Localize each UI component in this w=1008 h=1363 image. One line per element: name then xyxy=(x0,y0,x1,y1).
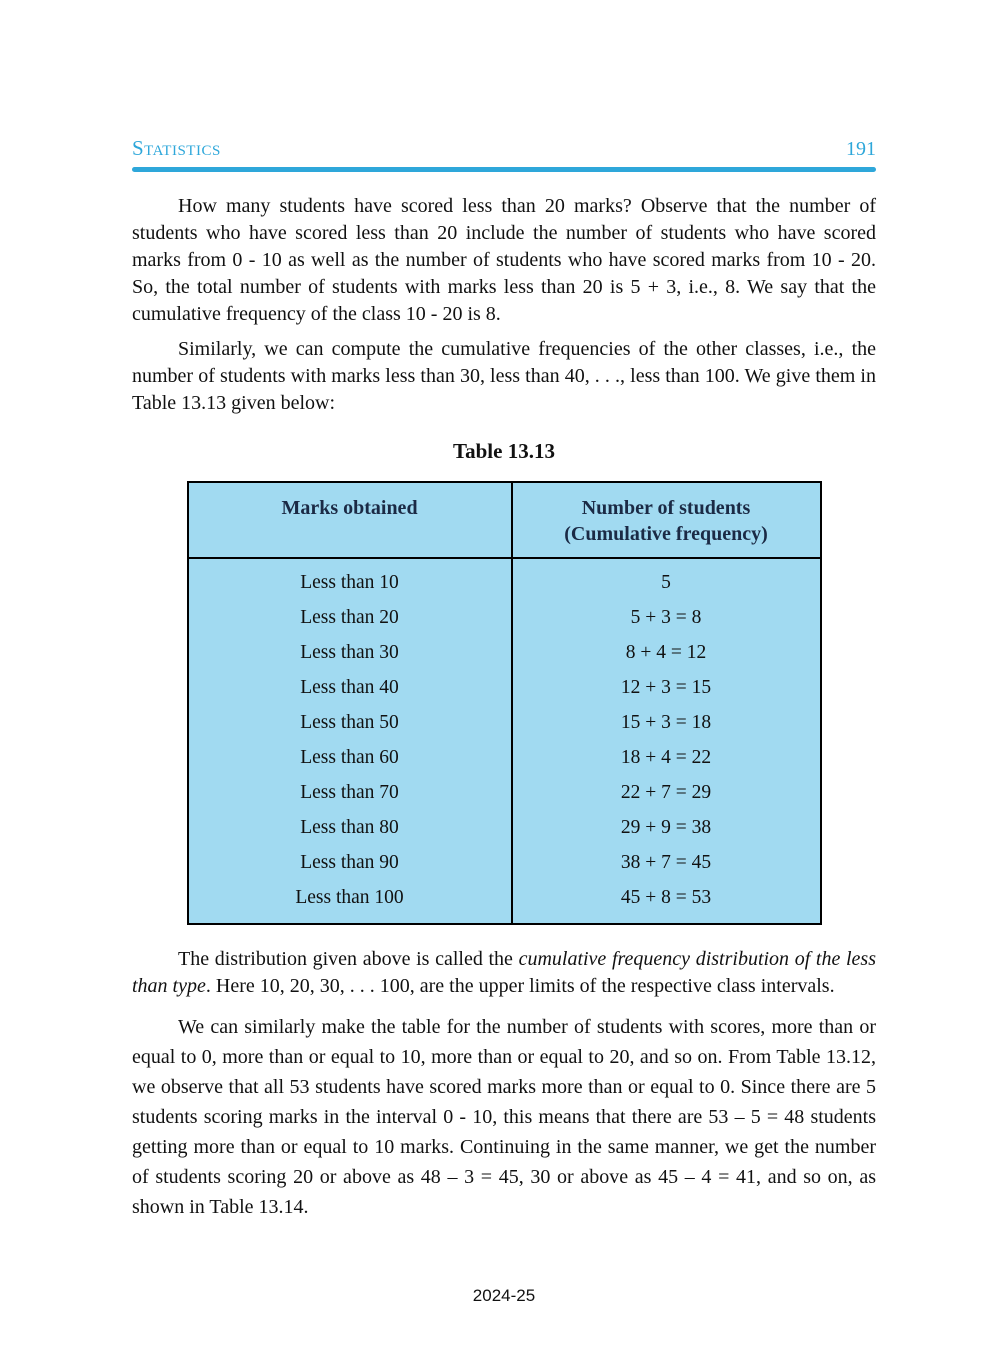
cumulative-frequency-table xyxy=(187,481,822,925)
header-rule-divider xyxy=(132,167,876,172)
paragraph-similarly-compute: Similarly, we can compute the cumulative frequencies of the other classes, i.e., the number of students with marks less than 30, less than 40, . . ., less than 100. We give them in Table 13.13 given below: xyxy=(132,338,876,414)
table-row xyxy=(188,880,821,924)
cell-marks-obtained: Less than 100 xyxy=(188,880,512,924)
cell-cumulative-frequency: 22 + 7 = 29 xyxy=(620,781,712,803)
cell-marks-obtained: Less than 60 xyxy=(188,740,512,775)
table-row xyxy=(188,558,821,600)
cell-cumulative-frequency: 5 + 3 = 8 xyxy=(630,606,702,628)
running-header xyxy=(132,136,876,161)
paragraph-cumulative-intro: How many students have scored less than 20 marks? Observe that the number of students who have scored less than 20 include the number of students who have scored marks from 0 - 10 as well as the number of students who have scored marks from 10 - 20. So, the total number of students with marks less than 20 is 5 + 3, i.e., 8. We say that the cumulative frequency of the class 10 - 20 is 8. xyxy=(132,195,876,325)
column-header-number-of-students xyxy=(512,482,821,558)
cell-marks-obtained: Less than 40 xyxy=(188,670,512,705)
cell-cumulative-frequency: 45 + 8 = 53 xyxy=(620,886,712,908)
cell-marks-obtained: Less than 90 xyxy=(188,845,512,880)
column-header-students-line2: (Cumulative frequency) xyxy=(564,523,768,545)
column-header-students-line1: Number of students xyxy=(581,497,751,519)
page-content xyxy=(0,136,1008,1222)
cell-cumulative-frequency: 8 + 4 = 12 xyxy=(625,641,707,663)
page-number: 191 xyxy=(846,138,876,160)
table-row xyxy=(188,635,821,670)
paragraph-distribution-definition xyxy=(132,946,876,1000)
cell-marks-obtained: Less than 20 xyxy=(188,600,512,635)
cell-cumulative-frequency: 15 + 3 = 18 xyxy=(620,711,712,733)
cell-marks-obtained: Less than 80 xyxy=(188,810,512,845)
page-footer xyxy=(0,1286,1008,1306)
edition-year: 2024-25 xyxy=(472,1286,536,1305)
cell-cumulative-frequency: 5 xyxy=(661,571,671,593)
cell-marks-obtained: Less than 30 xyxy=(188,635,512,670)
table-row xyxy=(188,775,821,810)
table-body xyxy=(188,558,821,924)
cell-marks-obtained: Less than 70 xyxy=(188,775,512,810)
table-row xyxy=(188,740,821,775)
cell-cumulative-frequency: 29 + 9 = 38 xyxy=(620,816,712,838)
column-header-marks-obtained: Marks obtained xyxy=(188,482,512,558)
paragraph-3-text-before: The distribution given above is called the xyxy=(178,948,519,970)
cell-marks-obtained: Less than 50 xyxy=(188,705,512,740)
paragraph-more-than-type: We can similarly make the table for the number of students with scores, more than or equal to 0, more than or equal to 10, more than or equal to 20, and so on. From Table 13.12, we observe that all 53 students have scored marks more than or equal to 0. Since there are 5 students scoring marks in the interval 0 - 10, this means that there are 53 – 5 = 48 students getting more than or equal to 10 marks. Continuing in the same manner, we get the number of students scoring 20 or above as 48 – 3 = 45, 30 or above as 45 – 4 = 41, and so on, as shown in Table 13.14. xyxy=(132,1016,876,1218)
chapter-running-head: Statistics xyxy=(132,136,221,160)
table-caption: Table 13.13 xyxy=(453,439,555,463)
table-row xyxy=(188,670,821,705)
table-row xyxy=(188,600,821,635)
cell-cumulative-frequency: 18 + 4 = 22 xyxy=(620,746,712,768)
cell-marks-obtained: Less than 10 xyxy=(188,558,512,600)
cell-cumulative-frequency: 12 + 3 = 15 xyxy=(620,676,712,698)
paragraph-3-italic-term: cumulative frequency distribution of the less than type xyxy=(132,948,876,997)
table-head xyxy=(188,482,821,558)
table-row xyxy=(188,845,821,880)
table-header-row xyxy=(188,482,821,558)
paragraph-3-text-after: . Here 10, 20, 30, . . . 100, are the upper limits of the respective class intervals. xyxy=(205,975,835,997)
cell-cumulative-frequency: 38 + 7 = 45 xyxy=(620,851,712,873)
table-row xyxy=(188,705,821,740)
table-row xyxy=(188,810,821,845)
